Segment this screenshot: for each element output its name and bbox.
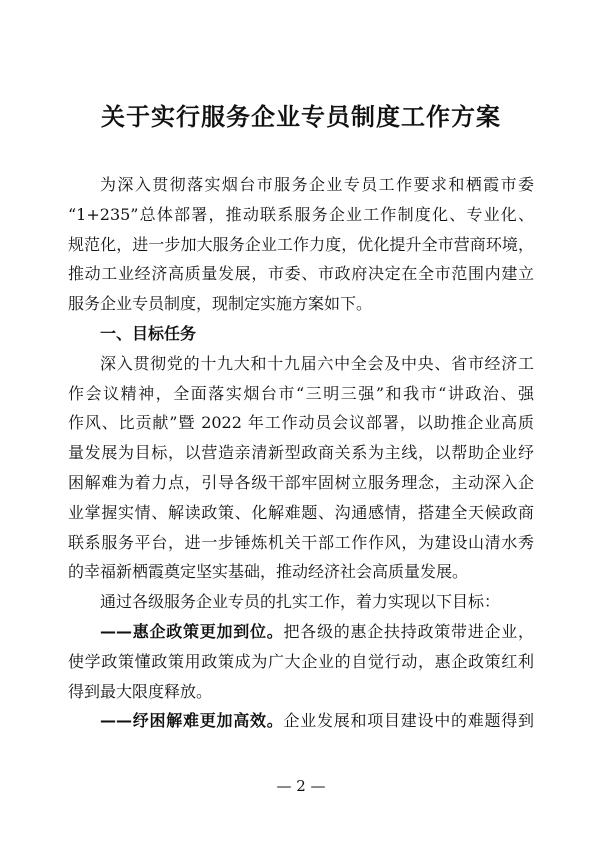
goal-1-line-1-text: 把各级的惠企扶持政策带进企业， (283, 621, 534, 641)
goal-2-lead: ——纾困解难更加高效。 (100, 711, 284, 731)
section-heading-goals: 一、目标任务 (100, 323, 197, 343)
goal-1-line-2: 使学政策懂政策用政策成为广大企业的自觉行动，惠企政策红利 (68, 651, 534, 671)
paragraph-2-line-6: 业掌握实情、解读政策、化解难题、沟通感情，搭建全天候政商 (68, 502, 534, 522)
goal-1-line-1 (68, 617, 534, 647)
paragraph-2-line-2: 作会议精神，全面落实烟台市“三明三强”和我市“讲政治、强 (68, 383, 534, 403)
paragraph-2-line-1: 深入贯彻党的十九大和十九届六中全会及中央、省市经济工 (100, 353, 534, 373)
paragraph-1-line-5: 服务企业专员制度，现制定实施方案如下。 (68, 294, 373, 314)
goal-1-lead: ——惠企政策更加到位。 (100, 621, 284, 641)
paragraph-1-line-3: 规范化，进一步加大服务企业工作力度，优化提升全市营商环境， (68, 234, 534, 254)
page-number: — 2 — (276, 777, 326, 795)
paragraph-2-line-3: 作风、比贡献”暨 2022 年工作动员会议部署，以助推企业高质 (68, 413, 534, 433)
paragraph-1-line-4: 推动工业经济高质量发展，市委、市政府决定在全市范围内建立 (68, 264, 534, 284)
document-title: 关于实行服务企业专员制度工作方案 (101, 102, 501, 131)
paragraph-2-line-4: 量发展为目标，以营造亲清新型政商关系为主线，以帮助企业纾 (68, 443, 534, 463)
goal-1-line-3: 得到最大限度释放。 (68, 681, 213, 701)
goal-2-line-1 (68, 706, 534, 736)
document-body (68, 170, 534, 736)
paragraph-2-line-7: 联系服务平台，进一步锤炼机关干部工作作风，为建设山清水秀 (68, 532, 534, 552)
paragraph-2-line-5: 困解难为着力点，引导各级干部牢固树立服务理念，主动深入企 (68, 472, 534, 492)
goal-2-line-1-text: 企业发展和项目建设中的难题得到 (283, 711, 534, 731)
paragraph-2-line-8: 的幸福新栖霞奠定坚实基础，推动经济社会高质量发展。 (68, 562, 469, 582)
paragraph-3-line-1: 通过各级服务企业专员的扎实工作，着力实现以下目标： (100, 592, 501, 612)
paragraph-1-line-2: “1+235”总体部署，推动联系服务企业工作制度化、专业化、 (68, 204, 534, 224)
paragraph-1-line-1: 为深入贯彻落实烟台市服务企业专员工作要求和栖霞市委 (100, 175, 534, 194)
